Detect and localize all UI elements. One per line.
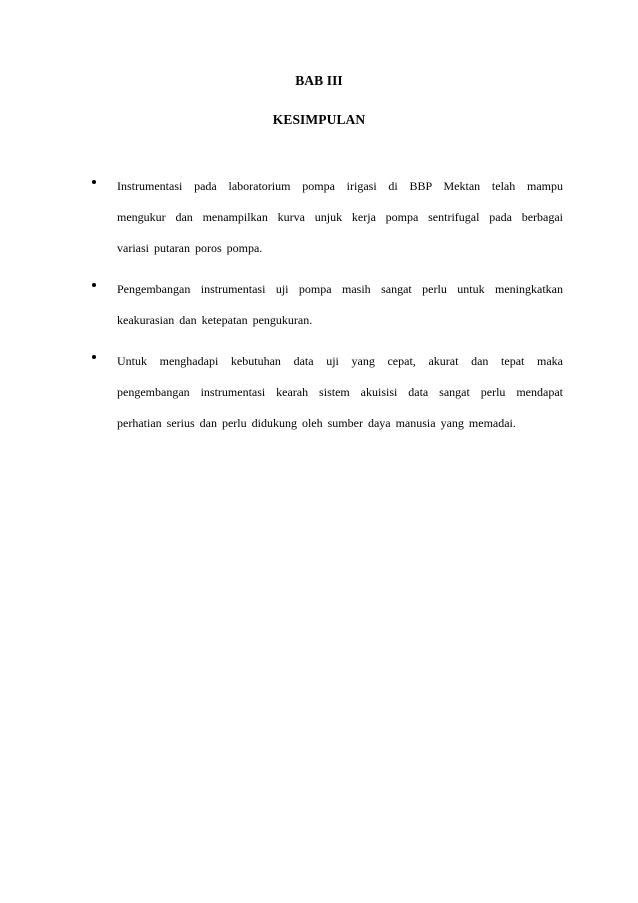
chapter-heading: BAB III	[295, 73, 343, 88]
page-title: KESIMPULAN	[272, 112, 366, 127]
list-item	[92, 171, 563, 264]
bullet-icon	[92, 180, 96, 184]
text-line: keakurasian dan ketepatan pengukuran.	[117, 313, 313, 327]
list-item-text	[117, 274, 563, 336]
list-item-text	[117, 171, 563, 264]
text-line: mengukur dan menampilkan kurva unjuk kerja pompa sentrifugal pada berbagai	[117, 210, 563, 224]
list-item	[92, 346, 563, 439]
text-line: perhatian serius dan perlu didukung oleh sumber daya manusia yang memadai.	[117, 416, 516, 430]
text-line: Untuk menghadapi kebutuhan data uji yang cepat, akurat dan tepat maka	[117, 354, 563, 368]
list-item-text	[117, 346, 563, 439]
conclusion-list	[92, 171, 563, 449]
bullet-icon	[92, 355, 96, 359]
list-item	[92, 274, 563, 336]
text-line: Instrumentasi pada laboratorium pompa irigasi di BBP Mektan telah mampu	[117, 179, 563, 193]
text-line: Pengembangan instrumentasi uji pompa masih sangat perlu untuk meningkatkan	[117, 282, 563, 296]
bullet-icon	[92, 283, 96, 287]
text-line: variasi putaran poros pompa.	[117, 241, 263, 255]
text-line: pengembangan instrumentasi kearah sistem akuisisi data sangat perlu mendapat	[117, 385, 563, 399]
